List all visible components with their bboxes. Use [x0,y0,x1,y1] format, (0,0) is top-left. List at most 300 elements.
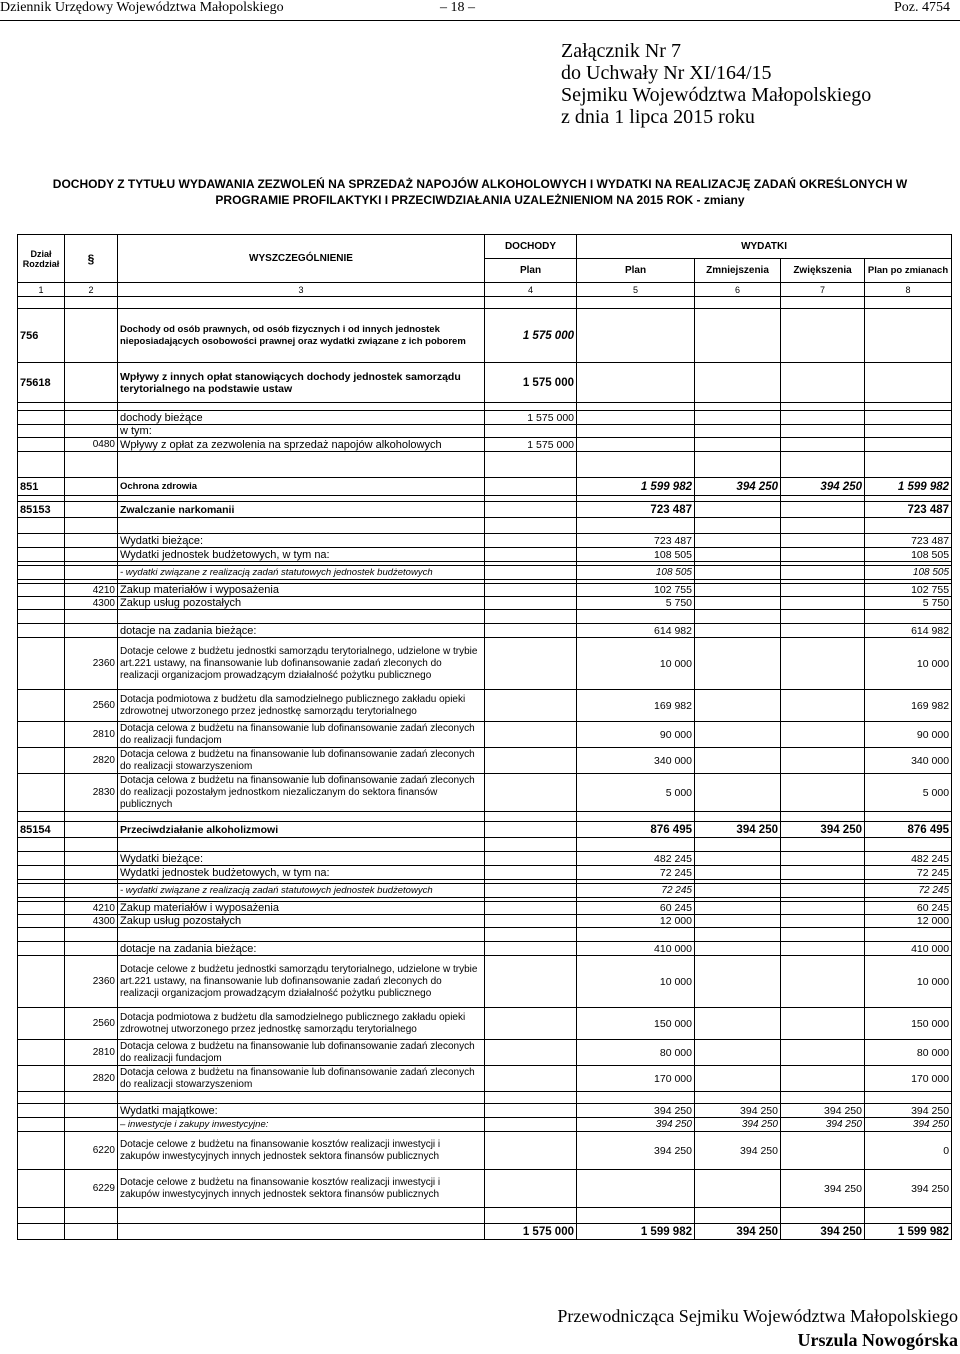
plan-after-changes: 340 000 [865,748,952,774]
description: Przeciwdziałanie alkoholizmowi [118,822,485,838]
col-header-paragraph: § [65,235,118,283]
income-plan [485,774,577,812]
table-row [18,584,952,597]
decrease [695,584,781,597]
spacer-cell [18,297,65,309]
income-plan [485,597,577,610]
spacer-cell [577,1092,695,1104]
expense-plan: 108 505 [577,566,695,580]
col-header-income: DOCHODY [485,235,577,259]
budget-table [17,234,952,1240]
plan-after-changes: 394 250 [865,1104,952,1118]
section-code [18,884,65,898]
description: Wpływy z innych opłat stanowiących dochody jednostek samorządu terytorialnego na podstawie ustaw [118,363,485,403]
section-code: 756 [18,309,65,363]
expense-plan: 482 245 [577,852,695,866]
expense-plan: 90 000 [577,722,695,748]
spacer-cell [781,297,865,309]
paragraph-code [65,1104,118,1118]
table-row [18,1040,952,1066]
spacer-cell [118,610,485,624]
income-plan [485,478,577,496]
spacer-cell [695,610,781,624]
decrease [695,502,781,518]
increase: 394 250 [781,1170,865,1208]
income-plan [485,1066,577,1092]
expense-plan [577,1170,695,1208]
income-plan [485,942,577,956]
annex-line: Sejmiku Województwa Małopolskiego [561,84,872,106]
decrease [695,411,781,425]
spacer-cell [118,297,485,309]
description: Zakup materiałów i wyposażenia [118,902,485,915]
increase: 394 250 [781,1118,865,1132]
description: Dotacja celowa z budżetu na finansowanie lub dofinansowanie zadań zleconych do realizacji stowarzyszeniom [118,1066,485,1092]
plan-after-changes: 1 599 982 [865,1224,952,1240]
spacer-row [18,1092,952,1104]
col-header-specification: WYSZCZEGÓLNIENIE [118,235,485,283]
description: Wydatki jednostek budżetowych, w tym na: [118,866,485,880]
plan-after-changes: 150 000 [865,1008,952,1040]
spacer-cell [577,610,695,624]
income-plan [485,822,577,838]
income-plan [485,502,577,518]
section-code [18,852,65,866]
section-code [18,534,65,548]
spacer-cell [65,812,118,822]
table-row [18,852,952,866]
col-number: 4 [485,283,577,297]
increase [781,309,865,363]
table-row [18,425,952,438]
spacer-row [18,297,952,309]
spacer-cell [695,1092,781,1104]
description: Wydatki bieżące: [118,852,485,866]
table-row [18,411,952,425]
paragraph-code [65,548,118,562]
spacer-cell [865,518,952,534]
decrease [695,690,781,722]
decrease [695,774,781,812]
col-number: 7 [781,283,865,297]
plan-after-changes [865,309,952,363]
income-plan [485,690,577,722]
income-plan [485,1118,577,1132]
decrease [695,566,781,580]
col-number: 2 [65,283,118,297]
table-row [18,438,952,452]
table-row [18,942,952,956]
spacer-cell [781,403,865,411]
plan-after-changes: 72 245 [865,884,952,898]
increase [781,852,865,866]
increase [781,690,865,722]
plan-after-changes: 723 487 [865,502,952,518]
paragraph-code: 2820 [65,748,118,774]
expense-plan: 5 000 [577,774,695,812]
plan-after-changes: 102 755 [865,584,952,597]
section-code [18,566,65,580]
spacer-row [18,610,952,624]
spacer-cell [695,297,781,309]
annex-line: do Uchwały Nr XI/164/15 [561,62,772,84]
description: Dotacja podmiotowa z budżetu dla samodzielnego publicznego zakładu opieki zdrowotnej utworzonego przez jednostkę samorządu terytorialnego [118,690,485,722]
col-header-income-plan: Plan [485,259,577,283]
spacer-row [18,838,952,852]
description: Zwalczanie narkomanii [118,502,485,518]
section-code [18,597,65,610]
increase [781,1008,865,1040]
increase [781,902,865,915]
header-left: Dziennik Urzędowy Województwa Małopolskiego [0,0,284,15]
decrease [695,597,781,610]
expense-plan: 394 250 [577,1118,695,1132]
plan-after-changes [865,411,952,425]
income-plan [485,722,577,748]
decrease [695,884,781,898]
paragraph-code: 4210 [65,902,118,915]
increase [781,411,865,425]
paragraph-code: 2810 [65,1040,118,1066]
paragraph-code: 2830 [65,774,118,812]
section-code [18,411,65,425]
income-plan [485,638,577,690]
plan-after-changes: 5 000 [865,774,952,812]
income-plan [485,1170,577,1208]
decrease [695,956,781,1008]
annex-block [561,40,871,128]
increase [781,748,865,774]
paragraph-code [65,425,118,438]
col-header-expenses: WYDATKI [577,235,952,259]
decrease [695,1170,781,1208]
plan-after-changes: 170 000 [865,1066,952,1092]
description: – inwestycje i zakupy inwestycyjne: [118,1118,485,1132]
spacer-cell [118,838,485,852]
decrease: 394 250 [695,1224,781,1240]
increase: 394 250 [781,1224,865,1240]
table-row [18,1170,952,1208]
spacer-cell [781,1208,865,1224]
plan-after-changes: 108 505 [865,566,952,580]
section-code [18,1224,65,1240]
spacer-cell [577,297,695,309]
decrease [695,534,781,548]
spacer-cell [865,403,952,411]
plan-after-changes: 482 245 [865,852,952,866]
increase: 394 250 [781,1104,865,1118]
description: Dotacje celowe z budżetu jednostki samorządu terytorialnego, udzielone w trybie art.221 ustawy, na finansowanie lub dofinansowanie zadań zleconych do realizacji organizacjom prowadzącym działalność pożytku publicznego [118,956,485,1008]
income-plan [485,624,577,638]
spacer-cell [781,838,865,852]
description: dotacje na zadania bieżące: [118,942,485,956]
plan-after-changes: 614 982 [865,624,952,638]
increase [781,915,865,928]
section-code: 75618 [18,363,65,403]
description: Zakup usług pozostałych [118,915,485,928]
spacer-cell [485,1208,577,1224]
section-code [18,584,65,597]
table-row [18,363,952,403]
income-plan [485,584,577,597]
table-row [18,1104,952,1118]
plan-after-changes: 410 000 [865,942,952,956]
spacer-cell [18,1092,65,1104]
description: Wpływy z opłat za zezwolenia na sprzedaż napojów alkoholowych [118,438,485,452]
expense-plan: 169 982 [577,690,695,722]
decrease [695,309,781,363]
description: Ochrona zdrowia [118,478,485,496]
section-code [18,624,65,638]
spacer-cell [695,1208,781,1224]
increase [781,638,865,690]
paragraph-code: 2820 [65,1066,118,1092]
spacer-cell [781,1092,865,1104]
paragraph-code: 2560 [65,1008,118,1040]
expense-plan: 72 245 [577,866,695,880]
spacer-cell [18,928,65,942]
table-row [18,548,952,562]
description: Dotacja celowa z budżetu na finansowanie lub dofinansowanie zadań zleconych do realizacji pozostałym jednostkom niezaliczanym do sektora finansów publicznych [118,774,485,812]
plan-after-changes: 60 245 [865,902,952,915]
income-plan [485,1040,577,1066]
decrease [695,1066,781,1092]
decrease [695,425,781,438]
spacer-row [18,518,952,534]
decrease: 394 250 [695,478,781,496]
signature-name: Urszula Nowogórska [797,1330,958,1350]
table-row [18,722,952,748]
decrease [695,748,781,774]
plan-after-changes [865,425,952,438]
table-row [18,915,952,928]
col-header-expense-plan: Plan [577,259,695,283]
expense-plan: 1 599 982 [577,1224,695,1240]
increase [781,566,865,580]
spacer-cell [485,838,577,852]
spacer-cell [118,1208,485,1224]
income-plan [485,1104,577,1118]
plan-after-changes: 72 245 [865,866,952,880]
header-page-number: – 18 – [440,0,475,15]
table-row [18,534,952,548]
expense-plan: 614 982 [577,624,695,638]
increase [781,1132,865,1170]
title-line: DOCHODY Z TYTUŁU WYDAWANIA ZEZWOLEŃ NA SPRZEDAŻ NAPOJÓW ALKOHOLOWYCH I WYDATKI NA REALIZACJĘ ZADAŃ OKREŚLONYCH W [52,177,908,191]
spacer-cell [65,1208,118,1224]
spacer-cell [577,838,695,852]
section-code [18,638,65,690]
paragraph-code [65,884,118,898]
spacer-cell [577,812,695,822]
header-rule [0,20,960,21]
description: Wydatki bieżące: [118,534,485,548]
spacer-cell [18,1208,65,1224]
table-row [18,624,952,638]
income-plan: 1 575 000 [485,363,577,403]
increase [781,363,865,403]
income-plan [485,884,577,898]
table-row [18,690,952,722]
description: Zakup usług pozostałych [118,597,485,610]
spacer-row [18,452,952,478]
section-code [18,1008,65,1040]
expense-plan [577,425,695,438]
col-number: 1 [18,283,65,297]
income-plan: 1 575 000 [485,309,577,363]
spacer-cell [695,403,781,411]
section-code [18,902,65,915]
expense-plan: 394 250 [577,1104,695,1118]
section-code [18,1066,65,1092]
table-row [18,1066,952,1092]
income-plan [485,852,577,866]
paragraph-code [65,502,118,518]
increase: 394 250 [781,478,865,496]
col-number: 6 [695,283,781,297]
expense-plan [577,411,695,425]
description: Dotacja celowa z budżetu na finansowanie lub dofinansowanie zadań zleconych do realizacji fundacjom [118,722,485,748]
col-number: 3 [118,283,485,297]
increase: 394 250 [781,822,865,838]
signature-role: Przewodnicząca Sejmiku Województwa Małopolskiego [557,1306,958,1326]
description: Dotacja celowa z budżetu na finansowanie lub dofinansowanie zadań zleconych do realizacji stowarzyszeniom [118,748,485,774]
signature-block [557,1304,958,1352]
spacer-cell [781,610,865,624]
section-code: 851 [18,478,65,496]
expense-plan: 12 000 [577,915,695,928]
decrease: 394 250 [695,1104,781,1118]
expense-plan: 102 755 [577,584,695,597]
expense-plan [577,363,695,403]
table-row [18,956,952,1008]
section-code: 85153 [18,502,65,518]
annex-line: Załącznik Nr 7 [561,40,681,62]
plan-after-changes: 10 000 [865,956,952,1008]
description: Dotacje celowe z budżetu na finansowanie kosztów realizacji inwestycji i zakupów inwestycyjnych innych jednostek sektora finansów publicznych [118,1132,485,1170]
annex-line: z dnia 1 lipca 2015 roku [561,106,755,128]
section-code [18,1118,65,1132]
section-code [18,866,65,880]
decrease [695,852,781,866]
spacer-cell [485,928,577,942]
increase [781,942,865,956]
section-code [18,942,65,956]
paragraph-code [65,624,118,638]
decrease [695,1040,781,1066]
table-row [18,638,952,690]
paragraph-code: 6229 [65,1170,118,1208]
increase [781,722,865,748]
decrease [695,915,781,928]
expense-plan: 1 599 982 [577,478,695,496]
section-code [18,722,65,748]
paragraph-code: 4300 [65,597,118,610]
increase [781,425,865,438]
header-position: Poz. 4754 [894,0,950,15]
income-plan [485,425,577,438]
spacer-cell [65,610,118,624]
expense-plan [577,309,695,363]
decrease [695,942,781,956]
paragraph-code [65,866,118,880]
spacer-cell [118,928,485,942]
increase [781,597,865,610]
section-code: 85154 [18,822,65,838]
paragraph-code [65,309,118,363]
plan-after-changes: 0 [865,1132,952,1170]
spacer-cell [118,403,485,411]
section-code [18,425,65,438]
spacer-cell [65,838,118,852]
spacer-cell [577,1208,695,1224]
table-row [18,748,952,774]
increase [781,534,865,548]
table-row [18,774,952,812]
decrease [695,638,781,690]
description: - wydatki związane z realizacją zadań statutowych jednostek budżetowych [118,566,485,580]
increase [781,548,865,562]
spacer-cell [865,928,952,942]
spacer-cell [65,928,118,942]
increase [781,502,865,518]
paragraph-code [65,852,118,866]
section-code [18,956,65,1008]
expense-plan: 108 505 [577,548,695,562]
paragraph-code: 2810 [65,722,118,748]
spacer-cell [695,812,781,822]
spacer-cell [781,518,865,534]
expense-plan: 340 000 [577,748,695,774]
increase [781,884,865,898]
paragraph-code: 2560 [65,690,118,722]
description: Dotacja podmiotowa z budżetu dla samodzielnego publicznego zakładu opieki zdrowotnej utworzonego przez jednostkę samorządu terytorialnego [118,1008,485,1040]
spacer-cell [781,452,865,478]
expense-plan: 723 487 [577,534,695,548]
spacer-cell [865,1208,952,1224]
col-number: 8 [865,283,952,297]
income-plan [485,902,577,915]
decrease [695,438,781,452]
spacer-cell [485,403,577,411]
spacer-cell [865,610,952,624]
decrease: 394 250 [695,1132,781,1170]
col-header-dzial-rozdzial: Dział Rozdział [18,235,65,283]
income-plan [485,915,577,928]
decrease [695,722,781,748]
paragraph-code: 2360 [65,956,118,1008]
increase [781,1066,865,1092]
table-row [18,884,952,898]
table-row [18,478,952,496]
decrease [695,548,781,562]
description [118,1224,485,1240]
spacer-cell [485,610,577,624]
spacer-cell [18,610,65,624]
spacer-cell [865,297,952,309]
increase [781,956,865,1008]
paragraph-code [65,534,118,548]
income-plan [485,534,577,548]
table-row [18,822,952,838]
spacer-row [18,812,952,822]
paragraph-code [65,822,118,838]
description: Dotacje celowe z budżetu jednostki samorządu terytorialnego, udzielone w trybie art.221 ustawy, na finansowanie lub dofinansowanie zadań zleconych do realizacji organizacjom prowadzącym działalność pożytku publicznego [118,638,485,690]
plan-after-changes: 80 000 [865,1040,952,1066]
spacer-row [18,403,952,411]
document-title [30,176,930,208]
increase [781,774,865,812]
